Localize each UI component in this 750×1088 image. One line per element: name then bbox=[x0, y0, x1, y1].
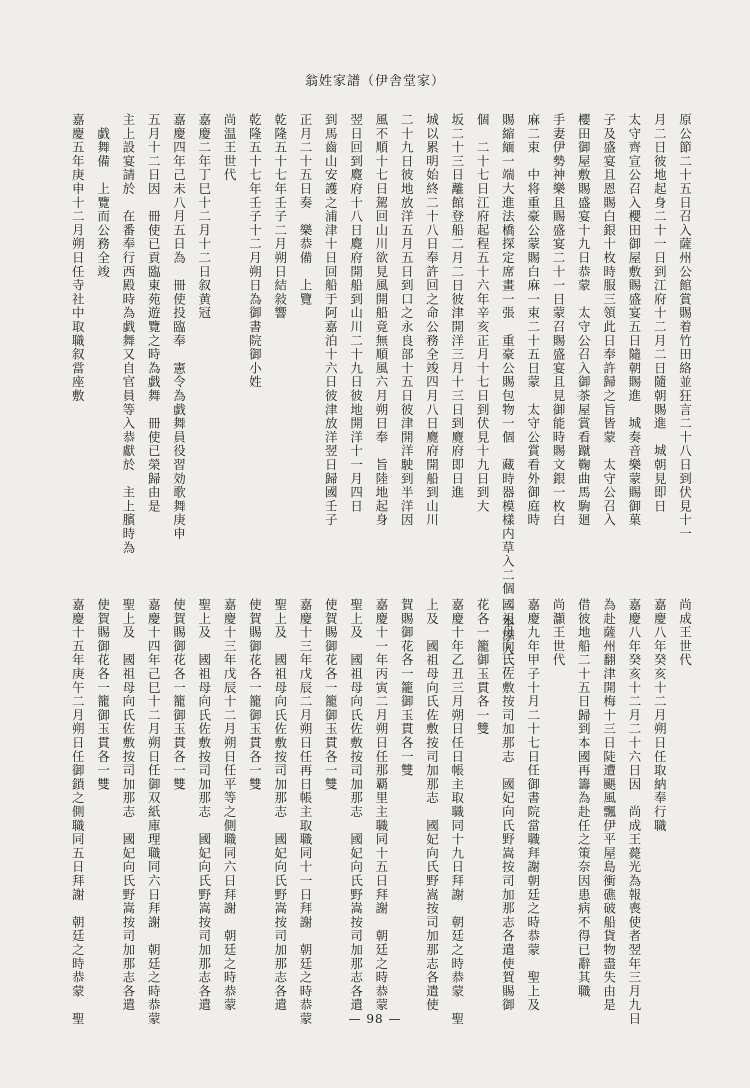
lower-text-column: 嘉慶十四年己巳十二月朔日任御双紙庫理職同六日拜謝 朝廷之時恭蒙 bbox=[146, 598, 162, 1026]
lower-text-column: 聖上及 國祖母向氏佐敷按司加那志 國妃向氏野嵩按司加那志各遣 bbox=[196, 598, 212, 1012]
upper-text-column: 乾隆五十七年壬子十二月朔日為御書院御小姓 bbox=[247, 113, 263, 389]
upper-text-column: 戯舞備 上覽而公務全竣 bbox=[95, 113, 111, 279]
upper-text-column: 個 二十七日江府起程五十六年辛亥正月十七日到伏見十九日到大 bbox=[475, 113, 491, 514]
lower-text-column: 聖上及 國祖母向氏佐敷按司加那志 國妃向氏野嵩按司加那志各遣 bbox=[348, 598, 364, 1012]
lower-text-column: 花各一籠御玉貫各一雙 bbox=[475, 598, 491, 736]
lower-text-column: 使賀賜御花各一籠御玉貫各一雙 bbox=[247, 598, 263, 792]
upper-text-column: 尚温王世代 bbox=[222, 113, 238, 182]
upper-text-column: 嘉慶四年己未八月五日為 冊使投臨奉 憲令為戯舞員役習効歌舞庚申 bbox=[171, 113, 187, 541]
lower-text-column: 使賀賜御花各一籠御玉貫各一雙 bbox=[95, 598, 111, 792]
upper-text-column: 五月十二日因 冊使已貢臨東苑遊覽之時為戯舞 冊使已榮歸由是 bbox=[146, 113, 162, 514]
upper-text-column: 到馬齒山安護之浦津十日回船于阿嘉泊十六日彼津放洋翌日歸國壬子 bbox=[323, 113, 339, 527]
lower-text-column: 上及 國祖母向氏佐敷按司加那志 國妃向氏野嵩按司加那志各遣使 bbox=[424, 598, 440, 1012]
lower-text-column: 嘉慶十五年庚午二月朔日任御鎖之側職同五日拜謝 朝廷之時恭蒙 聖 bbox=[70, 598, 86, 1026]
upper-text-column: 城以累明始終二十八日奉許回之命公務全竣四月八日麑府開船到山川 bbox=[424, 113, 440, 527]
lower-text-column: 賀賜御花各一籠御玉貫各一雙 bbox=[399, 598, 415, 778]
upper-text-column: 二十九日彼地放洋五月五日到口之永良部十五日彼津開洋駛到半洋因 bbox=[399, 113, 415, 527]
upper-text-column: 賜縮緬一端大進法橋探定席畫一張 重豪公賜包物一個 藏時器模樣内草入二個 一本添入三 bbox=[500, 113, 516, 671]
upper-text-column: 麻二束 中将重豪公蒙賜白麻一束二十五日蒙 太守公賞看外御庭時 bbox=[525, 113, 541, 527]
upper-text-column: 子及盛宴且恩賜白銀十枚時服三領此日奉許歸之旨皆蒙 太守公召入 bbox=[601, 113, 617, 527]
lower-text-column: 嘉慶十一年丙寅二月朔日任那覇里主職同十五日拜謝 朝廷之時恭蒙 bbox=[373, 598, 389, 1012]
upper-text-column: 嘉慶五年庚申十二月朔日任寺社中取職叙當座敷 bbox=[70, 113, 86, 403]
lower-text-column: 嘉慶九年甲子十月二十七日任御書院當職拜謝朝廷之時恭蒙 聖上及 bbox=[525, 598, 541, 1012]
lower-text-column: 嘉慶八年癸亥十二月二十六日因 尚成王薨光為報喪使者翌年三月九日 bbox=[626, 598, 642, 1026]
page-number: — 98 — bbox=[348, 1012, 402, 1026]
lower-text-column: 嘉慶十三年戊辰二月朔日任再日帳主取職同十一日拜謝 朝廷之時恭蒙 bbox=[298, 598, 313, 1026]
upper-text-column: 主上設宴請於 在番奉行西殿時為戯舞又自官員等入恭獻於 主上臏時為 bbox=[120, 113, 136, 555]
page-header: 翁姓家譜（伊舎堂家） bbox=[304, 74, 445, 89]
lower-text-column: 嘉慶十三年戊辰十二月朔日任平等之側職同六日拜謝 朝廷之時恭蒙 bbox=[222, 598, 238, 1012]
upper-text-column: 手妻伊勢神樂且賜盛宴二十一日蒙召賜盛宴且見御能時賜文銀一枚白 bbox=[551, 113, 566, 527]
upper-text-column: 風不順十七日駕回山川欲見風開船竟無順風六月朔日奉 旨陸地起身 bbox=[373, 113, 389, 527]
lower-text-column: 聖上及 國祖母向氏佐敷按司加那志 國妃向氏野嵩按司加那志各遣 bbox=[120, 598, 136, 1012]
lower-text-column: 尚成王世代 bbox=[677, 598, 693, 667]
lower-text-column: 嘉慶十年乙丑三月朔日任日帳主取職同十九日拜謝 朝廷之時恭蒙 聖 bbox=[449, 598, 465, 1026]
lower-text-column: 尚灝王世代 bbox=[551, 598, 566, 667]
upper-text-column: 正月二十五日奏 樂恭備 上覽 bbox=[298, 113, 313, 307]
lower-text-column: 嘉慶八年癸亥十二月朔日任取納奉行職 bbox=[652, 598, 668, 833]
upper-text-column: 翌日回到麑府十八日麑府開船到山川二十九日彼地開洋十一月四日 bbox=[348, 113, 364, 514]
lower-text-column: 使賀賜御花各一籠御玉貫各一雙 bbox=[171, 598, 187, 792]
lower-text-column: 使賀賜御花各一籠御玉貫各一雙 bbox=[323, 598, 339, 792]
upper-text-column: 坂二十三日離館登船二月二日彼津開洋三月十三日到麑府即日進 bbox=[449, 113, 465, 500]
upper-text-column: 月二日彼地起身二十一日到江府十二月二日隨朝賜進 城朝見即日 bbox=[652, 113, 668, 514]
lower-text-column: 借彼地船二十五日歸到本國再籌為赴任之策奈因患病不得已辭其職 bbox=[576, 598, 592, 999]
upper-text-column: 原公節二十五日召入薩州公館賞賜着竹田絡並狂言二十八日到伏見十一 bbox=[677, 113, 693, 541]
lower-text-column: 為赴薩州翻津開梅十三日陡遭颶風飄伊平屋島衝礁破船貨物盡失由是 bbox=[601, 598, 617, 1012]
lower-text-column: 聖上及 國祖母向氏佐敷按司加那志 國妃向氏野嵩按司加那志各遣 bbox=[272, 598, 288, 1012]
lower-text-column: 國祖母向氏佐敷按司加那志 國妃向氏野嵩按司加那志各遣使賀賜御 bbox=[500, 598, 516, 1012]
upper-text-column: 櫻田御屋敷賜盛宴十九日恭蒙 太守公召入御茶屋賞看蹴鞠曲馬駒廻 bbox=[576, 113, 592, 527]
upper-text-column: 太守齊宣公召入櫻田御屋敷賜盛宴五日隨朝賜進 城奏音樂蒙賜御菓 bbox=[626, 113, 642, 527]
upper-text-column: 嘉慶二年丁巳十二月十二日叙黄冠 bbox=[196, 113, 212, 320]
upper-text-column: 乾隆五十七年壬子二月朔日結敍響 bbox=[272, 113, 288, 320]
